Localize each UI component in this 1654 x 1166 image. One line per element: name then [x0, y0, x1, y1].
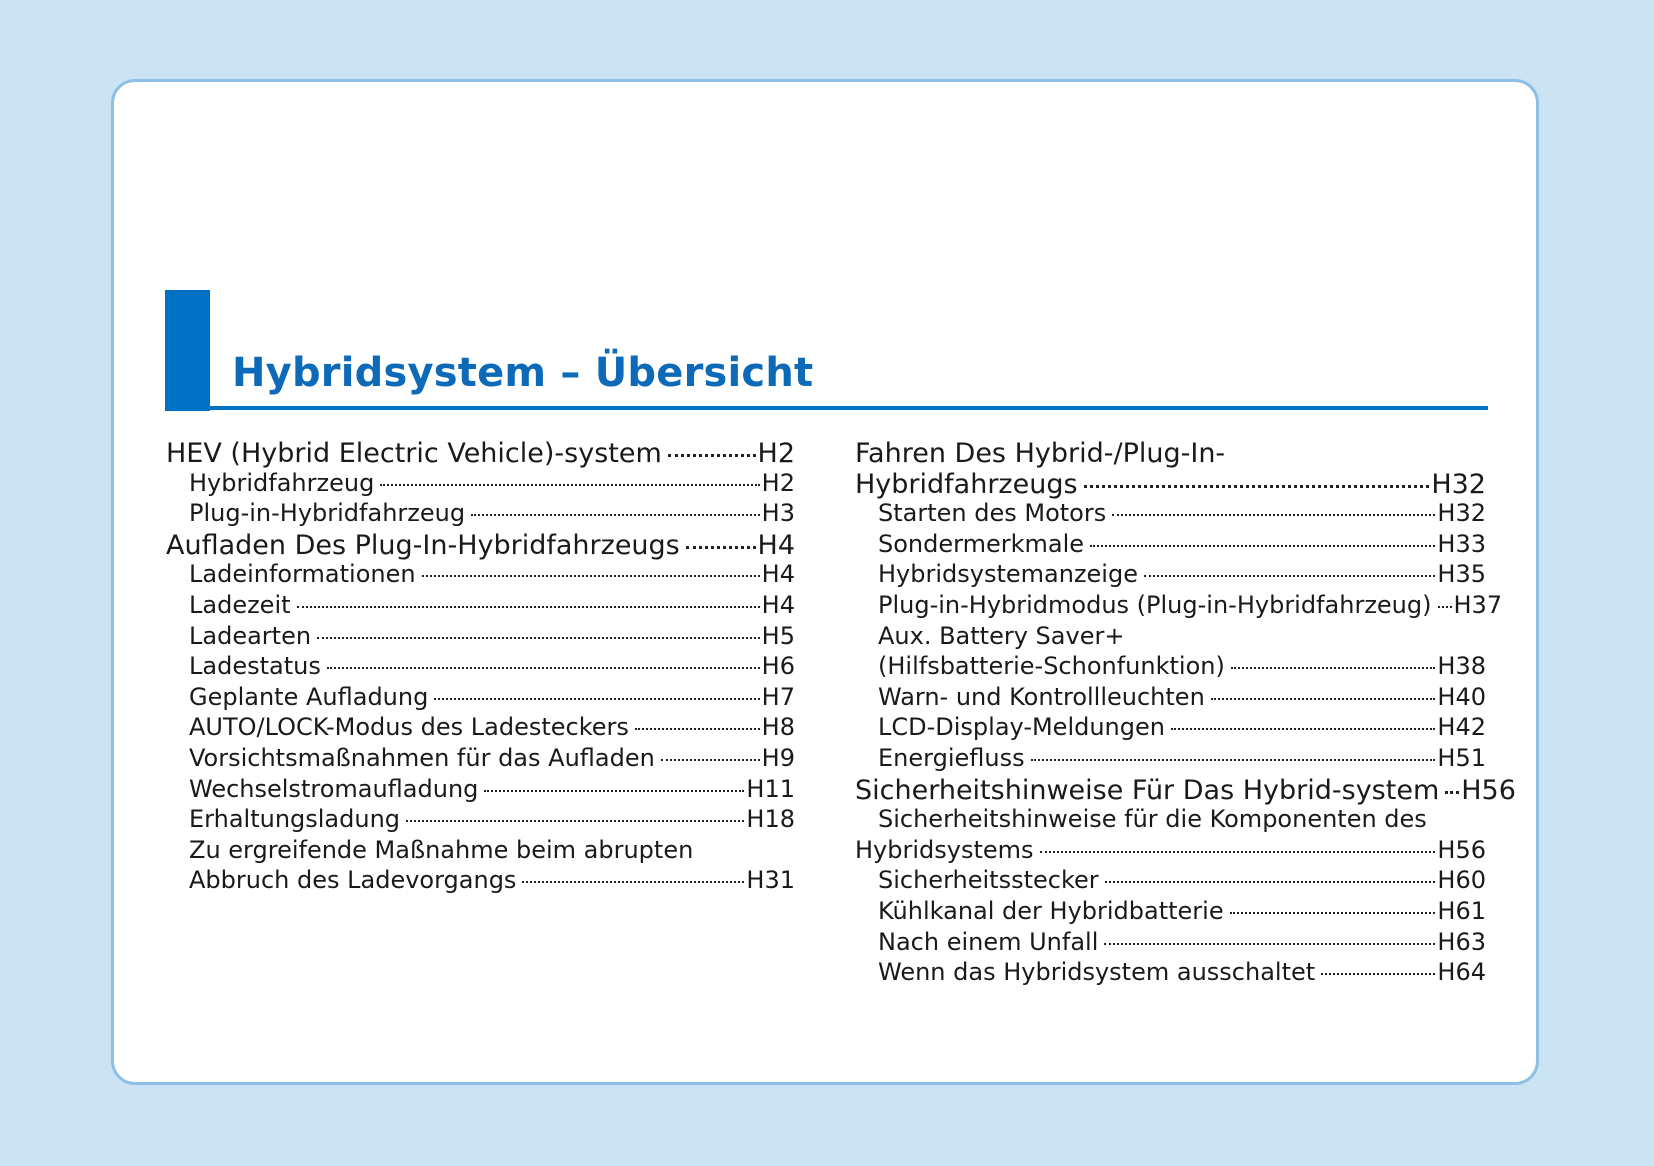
toc-entry[interactable] — [166, 622, 795, 653]
toc-entry-page: H31 — [746, 866, 795, 895]
title-accent-bar — [165, 290, 210, 411]
toc-entry-page: H51 — [1437, 743, 1486, 772]
toc-entry-title: Energiefluss — [878, 743, 1025, 772]
toc-entry-page: H61 — [1437, 896, 1486, 925]
toc-entry-page: H4 — [761, 560, 795, 589]
toc-entry-page: H32 — [1431, 468, 1486, 500]
dot-leader — [635, 728, 760, 730]
toc-entry-page: H11 — [746, 774, 795, 803]
toc-entry-page: H33 — [1437, 529, 1486, 558]
toc-entry[interactable] — [166, 836, 795, 867]
toc-entry-title: Sicherheitsstecker — [878, 866, 1099, 895]
toc-entry[interactable] — [855, 866, 1486, 897]
toc-entry-title: Kühlkanal der Hybridbatterie — [878, 896, 1224, 925]
toc-entry[interactable] — [855, 530, 1486, 561]
toc-entry-title: Plug-in-Hybridfahrzeug — [189, 499, 466, 528]
toc-entry-title: Ladeinformationen — [189, 560, 416, 589]
dot-leader — [661, 759, 760, 761]
dot-leader — [406, 820, 744, 822]
toc-entry[interactable] — [855, 897, 1486, 928]
dot-leader — [380, 484, 759, 486]
dot-leader — [327, 667, 760, 669]
toc-entry[interactable] — [166, 683, 795, 714]
toc-entry-title: Wenn das Hybridsystem ausschaltet — [878, 958, 1316, 987]
title-underline — [165, 406, 1488, 410]
toc-entry[interactable] — [855, 683, 1486, 714]
dot-leader — [1084, 485, 1430, 488]
toc-entry-page: H56 — [1437, 835, 1486, 864]
dot-leader — [1090, 545, 1435, 547]
toc-entry-title: Warn- und Kontrollleuchten — [878, 682, 1205, 711]
toc-entry[interactable] — [166, 866, 795, 897]
toc-entry-page: H6 — [761, 652, 795, 681]
toc-entry[interactable] — [855, 622, 1486, 653]
toc-entry[interactable] — [166, 530, 795, 561]
toc-entry-page: H2 — [761, 468, 795, 497]
toc-entry[interactable] — [855, 560, 1486, 591]
toc-entry-title: Sicherheitshinweise für die Komponenten des — [878, 805, 1427, 834]
dot-leader — [434, 698, 759, 700]
toc-entry[interactable] — [855, 469, 1486, 500]
dot-leader — [686, 546, 756, 549]
toc-entry-title: Fahren Des Hybrid-/Plug-In- — [855, 438, 1226, 469]
toc-entry[interactable] — [166, 469, 795, 500]
toc-entry-title: Starten des Motors — [878, 499, 1107, 528]
toc-entry-title: Ladearten — [189, 621, 312, 650]
dot-leader — [1144, 575, 1435, 577]
dot-leader — [1445, 791, 1459, 794]
page-title: Hybridsystem – Übersicht — [232, 350, 814, 396]
toc-entry-title: Hybridfahrzeugs — [855, 468, 1078, 500]
toc-entry-page: H7 — [761, 682, 795, 711]
toc-entry-title: Ladestatus — [189, 652, 321, 681]
toc-entry-page: H37 — [1453, 590, 1503, 619]
toc-entry-page: H18 — [746, 805, 795, 834]
dot-leader — [422, 575, 760, 577]
toc-entry-title: Hybridfahrzeug — [189, 468, 375, 497]
dot-leader — [317, 637, 760, 639]
toc-entry-title: Wechselstromaufladung — [189, 774, 479, 803]
toc-entry-title: Aux. Battery Saver+ — [878, 621, 1125, 650]
toc-entry-page: H35 — [1437, 560, 1486, 589]
toc-entry-title: Plug-in-Hybridmodus (Plug-in-Hybridfahrzeug) — [878, 590, 1432, 619]
toc-entry-page: H40 — [1437, 682, 1486, 711]
toc-entry-page: H9 — [761, 743, 795, 772]
toc-entry-title: Nach einem Unfall — [878, 927, 1099, 956]
dot-leader — [1105, 881, 1436, 883]
toc-entry[interactable] — [166, 438, 795, 469]
toc-entry[interactable] — [855, 744, 1486, 775]
toc-entry-page: H56 — [1461, 774, 1516, 806]
toc-entry-title: Aufladen Des Plug-In-Hybridfahrzeugs — [166, 529, 680, 561]
dot-leader — [484, 790, 744, 792]
dot-leader — [1031, 759, 1436, 761]
dot-leader — [1321, 973, 1435, 975]
toc-entry[interactable] — [855, 928, 1486, 959]
toc-entry-title: (Hilfsbatterie-Schonfunktion) — [878, 652, 1225, 681]
toc-entry-title: Ladezeit — [189, 590, 291, 619]
toc-entry-title: Zu ergreifende Maßnahme beim abrupten — [189, 835, 694, 864]
dot-leader — [471, 514, 760, 516]
toc-entry-page: H4 — [761, 590, 795, 619]
dot-leader — [1112, 514, 1435, 516]
toc-left-column — [166, 438, 795, 897]
toc-entry[interactable] — [166, 560, 795, 591]
toc-entry[interactable] — [855, 590, 1503, 622]
dot-leader — [668, 454, 756, 457]
toc-entry[interactable] — [166, 591, 795, 622]
toc-entry-title: AUTO/LOCK-Modus des Ladesteckers — [189, 713, 629, 742]
toc-entry[interactable] — [855, 652, 1486, 683]
dot-leader — [1104, 943, 1435, 945]
toc-entry-page: H4 — [757, 529, 795, 561]
toc-entry-page: H64 — [1437, 958, 1486, 987]
dot-leader — [1231, 667, 1436, 669]
toc-entry-title: Hybridsystemanzeige — [878, 560, 1138, 589]
toc-entry[interactable] — [166, 744, 795, 775]
toc-entry[interactable] — [166, 775, 795, 806]
toc-entry[interactable] — [166, 499, 795, 530]
toc-entry[interactable] — [855, 438, 1486, 469]
toc-entry[interactable] — [855, 499, 1486, 530]
toc-entry-title: Sondermerkmale — [878, 529, 1085, 558]
toc-entry[interactable] — [855, 774, 1516, 806]
dot-leader — [1211, 698, 1436, 700]
dot-leader — [1171, 728, 1435, 730]
dot-leader — [1438, 606, 1452, 608]
toc-entry[interactable] — [855, 958, 1486, 989]
toc-entry[interactable] — [166, 713, 795, 744]
toc-entry[interactable] — [855, 713, 1486, 744]
toc-entry-page: H32 — [1437, 499, 1486, 528]
toc-entry[interactable] — [166, 652, 795, 683]
toc-entry-page: H8 — [761, 713, 795, 742]
dot-leader — [1230, 912, 1436, 914]
dot-leader — [1040, 851, 1436, 853]
toc-entry-title: Abbruch des Ladevorgangs — [189, 866, 517, 895]
dot-leader — [297, 606, 760, 608]
toc-right-column — [855, 438, 1516, 989]
toc-entry-page: H60 — [1437, 866, 1486, 895]
toc-entry[interactable] — [855, 805, 1486, 836]
toc-entry-page: H63 — [1437, 927, 1486, 956]
toc-entry-page: H5 — [761, 621, 795, 650]
toc-entry-page: H3 — [761, 499, 795, 528]
toc-entry-title: Sicherheitshinweise Für Das Hybrid-system — [855, 774, 1440, 806]
toc-entry-page: H42 — [1437, 713, 1486, 742]
dot-leader — [522, 881, 744, 883]
toc-entry-page: H2 — [757, 438, 795, 469]
toc-entry-title: Erhaltungsladung — [189, 805, 401, 834]
toc-entry-title: Geplante Aufladung — [189, 682, 429, 711]
toc-entry-title: HEV (Hybrid Electric Vehicle)-system — [166, 438, 662, 469]
toc-entry-title: Hybridsystems — [855, 835, 1034, 864]
toc-entry-title: Vorsichtsmaßnahmen für das Aufladen — [189, 743, 655, 772]
toc-entry-page: H38 — [1437, 652, 1486, 681]
toc-entry[interactable] — [855, 836, 1486, 867]
toc-entry[interactable] — [166, 805, 795, 836]
toc-entry-title: LCD-Display-Meldungen — [878, 713, 1165, 742]
